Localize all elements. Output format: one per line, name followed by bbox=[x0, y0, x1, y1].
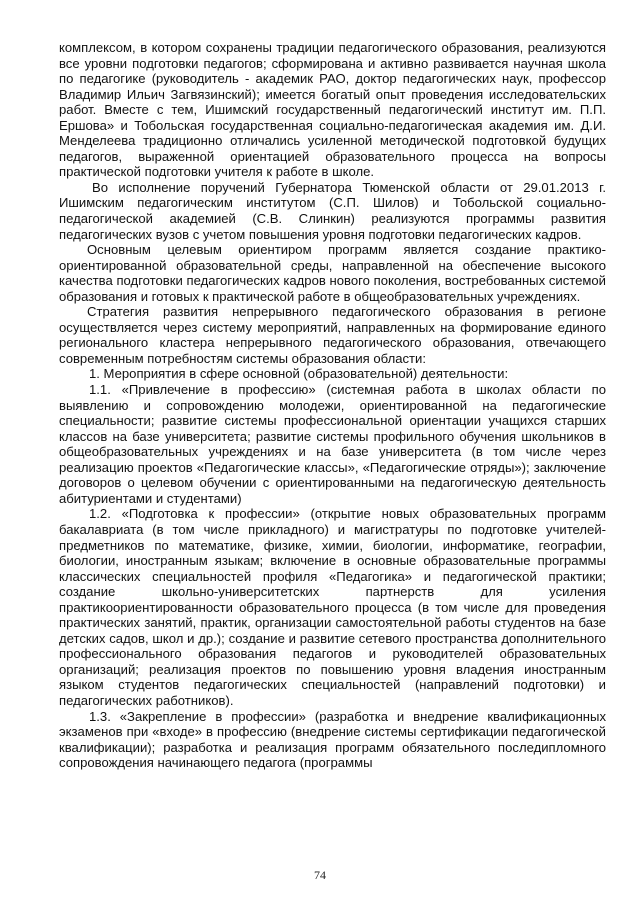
paragraph-target-orientation: Основным целевым ориентиром программ является создание практико-ориентированной образовательной среды, направленной на обеспечение высокого качества подготовки педагогических кадров нового поколения, востребованных системой образования и готовых к практической работе в общеобразовательных учреждениях. bbox=[59, 242, 606, 304]
page-number: 74 bbox=[314, 868, 326, 882]
document-page bbox=[59, 40, 606, 771]
paragraph-intro-continued: комплексом, в котором сохранены традиции педагогического образования, реализуются все уровни подготовки педагогов; сформирована и активно развивается научная школа по педагогике (руководитель - академик РАО, доктор педагогических наук, профессор Владимир Ильич Загвязинский); имеется богатый опыт проведения исследовательских работ. Вместе с тем, Ишимский государственный педагогический институт им. П.П. Ершова» и Тобольская государственная социально-педагогическая академия им. Д.И. Менделеева традиционно отличались усиленной методической подготовкой будущих педагогов, выраженной ориентацией образовательного процесса на вопросы практической подготовки учителя к работе в школе. bbox=[59, 40, 606, 180]
list-item-1-1: 1.1. «Привлечение в профессию» (системная работа в школах области по выявлению и сопровождению молодежи, ориентированной на педагогические специальности; развитие системы профессиональной ориентации учащихся старших классов на базе университета; развитие системы профильного обучения школьников в общеобразовательных учреждениях и на базе университета (в том числе через реализацию проектов «Педагогические классы», «Педагогические отряды»); заключение договоров о целевом обучении с ориентированными на педагогическую деятельность абитуриентами и студентами) bbox=[59, 382, 606, 506]
paragraph-strategy: Стратегия развития непрерывного педагогического образования в регионе осуществляется через систему мероприятий, направленных на формирование единого регионального кластера непрерывного педагогического образования, отвечающего современным потребностям системы образования области: bbox=[59, 304, 606, 366]
list-item-1-heading: 1. Мероприятия в сфере основной (образовательной) деятельности: bbox=[89, 366, 509, 382]
list-item-1-3: 1.3. «Закрепление в профессии» (разработка и внедрение квалификационных экзаменов при «входе» в профессию (внедрение системы сертификации педагогической квалификации); разработка и реализация программ обязательного последипломного сопровождения начинающего педагога (программы bbox=[59, 708, 606, 771]
list-item-1-2: 1.2. «Подготовка к профессии» (открытие новых образовательных программ бакалавриата (в том числе прикладного) и магистратуры по подготовке учителей-предметников по математике, физике, химии, биологии, информатике, географии, биологии, иностранным языкам; включение в основные образовательные программы классических специальностей профиля «Педагогика» и педагогической практики; создание школьно-университетских партнерств для усиления практикоориентированности образовательного процесса (в том числе для проведения практических занятий, практик, организации самостоятельной работы студентов на базе детских садов, школ и др.); создание и развитие сетевого пространства дополнительного профессионального образования педагогов и руководителей образовательных организаций; реализация проектов по повышению уровня владения иностранным языком студентов педагогических специальностей (направлений подготовки) и педагогических работников). bbox=[59, 506, 606, 708]
paragraph-governor-instructions: Во исполнение поручений Губернатора Тюменской области от 29.01.2013 г. Ишимским педагогическим институтом (С.П. Шилов) и Тобольской социально-педагогической академией (С.В. Слинкин) реализуются программы развития педагогических вузов с учетом повышения уровня подготовки педагогических кадров. bbox=[59, 179, 606, 242]
